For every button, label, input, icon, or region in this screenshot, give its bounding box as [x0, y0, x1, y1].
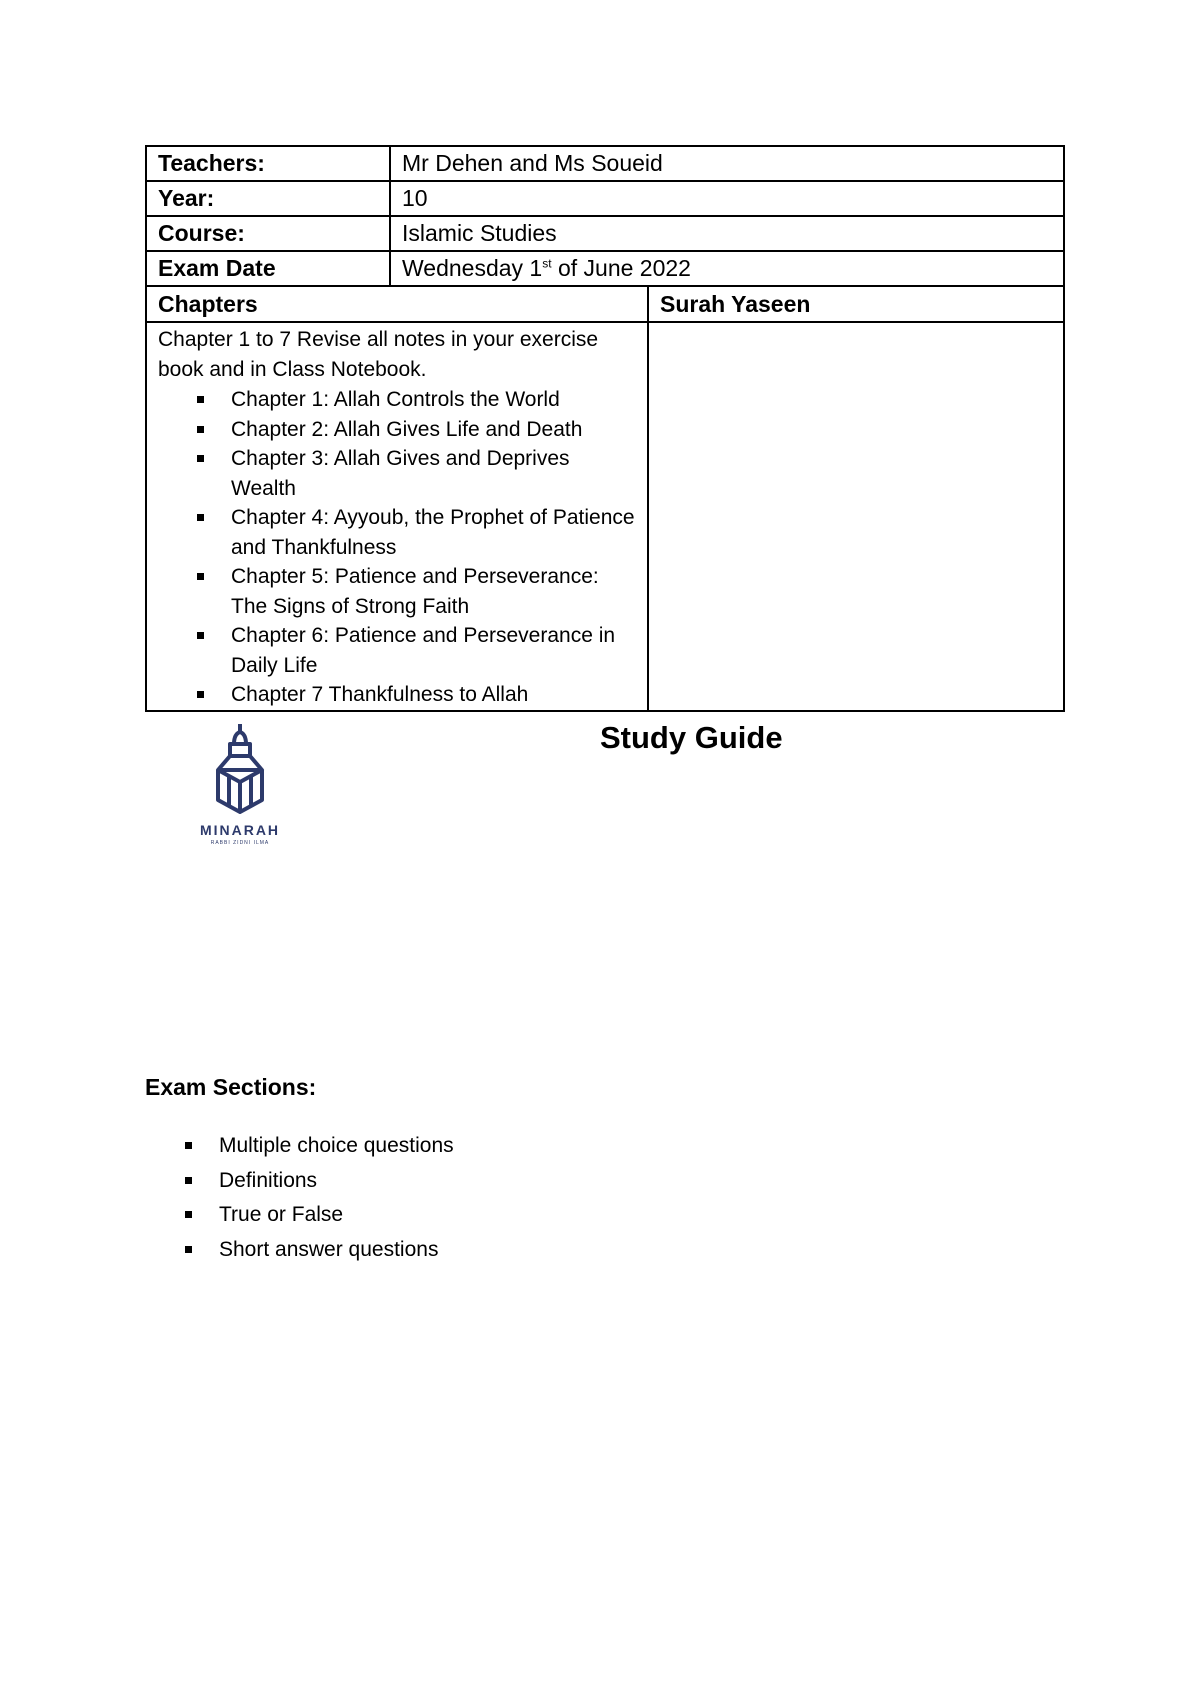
list-item: [219, 1129, 454, 1164]
logo-subtitle: RABBI ZIDNI ILMA: [210, 840, 270, 846]
exam-section-text: True or False: [219, 1203, 344, 1226]
chapter-item-text: Chapter 5: Patience and Perseverance: The Signs of Strong Faith: [231, 565, 599, 618]
exam-date-value: [390, 251, 1064, 286]
exam-sections-title: Exam Sections:: [145, 1074, 317, 1100]
chapter-item-text: Chapter 7 Thankfulness to Allah: [231, 683, 529, 706]
chapter-list: [158, 385, 636, 710]
square-bullet-icon: [197, 396, 204, 403]
square-bullet-icon: [185, 1177, 192, 1184]
chapter-item-text: Chapter 3: Allah Gives and Deprives Wealth: [231, 447, 570, 500]
chapter-item-text: Chapter 6: Patience and Perseverance in Daily Life: [231, 624, 616, 677]
surah-header: Surah Yaseen: [648, 286, 1064, 322]
exam-section-text: Definitions: [219, 1168, 318, 1192]
exam-sections-list: [219, 1129, 454, 1267]
exam-date-sup: st: [542, 256, 552, 271]
square-bullet-icon: [185, 1211, 192, 1218]
square-bullet-icon: [185, 1246, 192, 1253]
square-bullet-icon: [197, 691, 204, 698]
square-bullet-icon: [197, 632, 204, 639]
minarah-logo: [190, 722, 290, 852]
year-row: [146, 181, 1064, 216]
chapter-item-text: Chapter 4: Ayyoub, the Prophet of Patience and Thankfulness: [231, 506, 635, 559]
chapters-cell: [146, 322, 648, 711]
exam-section-text: Short answer questions: [219, 1237, 439, 1261]
square-bullet-icon: [197, 573, 204, 580]
course-value: Islamic Studies: [390, 216, 1064, 251]
course-label: Course:: [146, 216, 390, 251]
list-item: [231, 680, 636, 710]
list-item: [219, 1233, 454, 1268]
content-row: [146, 322, 1064, 711]
exam-date-label: Exam Date: [146, 251, 390, 286]
minaret-icon: [190, 722, 290, 822]
square-bullet-icon: [197, 455, 204, 462]
page-title: Study Guide: [600, 720, 783, 755]
exam-date-prefix: Wednesday 1: [402, 255, 543, 281]
list-item: [231, 621, 636, 680]
exam-section-text: Multiple choice questions: [219, 1134, 454, 1157]
chapters-header: Chapters: [146, 286, 648, 322]
list-item: [219, 1164, 454, 1199]
square-bullet-icon: [197, 514, 204, 521]
course-row: [146, 216, 1064, 251]
list-item: [231, 503, 636, 562]
course-info-table: [145, 145, 1065, 712]
list-item: [231, 562, 636, 621]
list-item: [219, 1198, 454, 1233]
section-header-row: [146, 286, 1064, 322]
chapter-item-text: Chapter 1: Allah Controls the World: [231, 388, 560, 411]
teachers-row: [146, 146, 1064, 181]
chapter-item-text: Chapter 2: Allah Gives Life and Death: [231, 417, 583, 441]
exam-date-row: [146, 251, 1064, 286]
year-label: Year:: [146, 181, 390, 216]
square-bullet-icon: [197, 426, 204, 433]
teachers-label: Teachers:: [146, 146, 390, 181]
surah-cell: [648, 322, 1064, 711]
chapters-intro: Chapter 1 to 7 Revise all notes in your exercise book and in Class Notebook.: [158, 328, 599, 381]
teachers-value: Mr Dehen and Ms Soueid: [390, 146, 1064, 181]
list-item: [231, 415, 636, 445]
exam-date-suffix: of June 2022: [551, 255, 691, 281]
logo-name: MINARAH: [199, 822, 281, 838]
list-item: [231, 444, 636, 503]
square-bullet-icon: [185, 1142, 192, 1149]
list-item: [231, 385, 636, 415]
year-value: 10: [390, 181, 1064, 216]
